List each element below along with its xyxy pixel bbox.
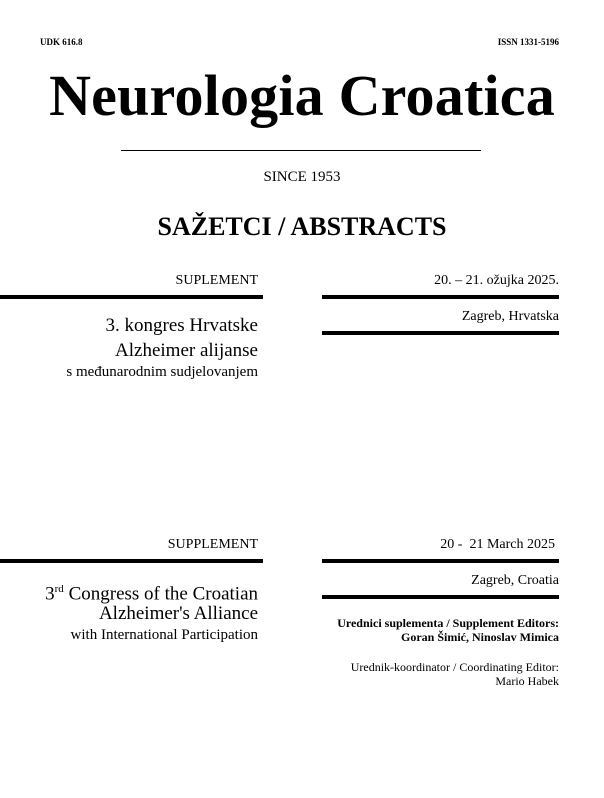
place-en: Zagreb, Croatia: [471, 573, 559, 588]
rule-left-hr: [0, 295, 263, 299]
editors-label: Urednici suplementa / Supplement Editors:: [337, 616, 559, 630]
rule-right-hr-2: [322, 331, 559, 335]
dates-en: 20 - 21 March 2025: [440, 537, 555, 552]
event-ordinal: 3: [45, 583, 55, 605]
issn-code: ISSN 1331-5196: [497, 37, 559, 47]
supplement-label-en: SUPPLEMENT: [167, 537, 258, 552]
event-title-hr-line2: Alzheimer alijanse: [115, 340, 258, 361]
rule-left-en: [0, 559, 263, 563]
rule-right-hr: [322, 295, 559, 299]
dates-hr: 20. – 21. ožujka 2025.: [434, 273, 559, 288]
event-title-hr-line1: 3. kongres Hrvatske: [105, 315, 258, 336]
place-hr: Zagreb, Hrvatska: [461, 309, 559, 324]
coordinating-editor-label: Urednik-koordinator / Coordinating Editor:: [350, 660, 559, 674]
editors-names: Goran Šimić, Ninoslav Mimica: [401, 630, 559, 644]
rule-right-en: [322, 559, 559, 563]
event-ordinal-suffix: rd: [54, 583, 64, 595]
event-subtitle-en: with International Participation: [70, 627, 258, 643]
since-line: SINCE 1953: [263, 169, 341, 185]
supplement-label-hr: SUPLEMENT: [175, 273, 258, 288]
coordinating-editor-name: Mario Habek: [495, 674, 559, 688]
event-subtitle-hr: s međunarodnim sudjelovanjem: [66, 364, 258, 380]
rule-right-en-2: [322, 595, 559, 599]
event-title-en-line2: Alzheimer's Alliance: [98, 603, 258, 624]
event-title-en-rest: Congress of the Croatian: [63, 583, 258, 605]
journal-title: Neurologia Croatica: [49, 63, 555, 128]
section-heading: SAŽETCI / ABSTRACTS: [157, 212, 447, 241]
udk-code: UDK 616.8: [40, 37, 83, 47]
title-divider: [121, 150, 481, 151]
